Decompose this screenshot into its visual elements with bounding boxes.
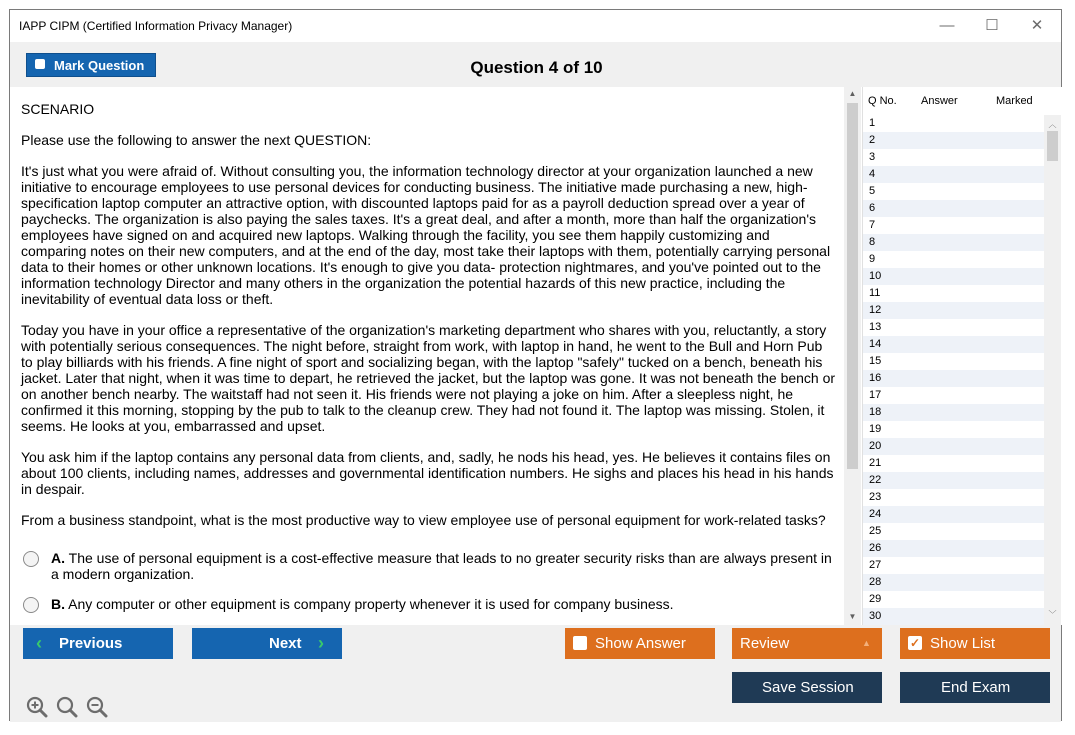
radio-button-a[interactable] — [23, 551, 39, 567]
question-list-row[interactable]: 26 — [863, 540, 1044, 557]
question-list-row[interactable]: 27 — [869, 559, 882, 571]
scenario-paragraph: You ask him if the laptop contains any personal data from clients, and, sadly, he nods his head, yes. He believes it contains files on about 100 clients, including names, addresses and governmental identification numbers. He sighs and places his head in his hands in despair. — [21, 449, 834, 497]
show-answer-label: Show Answer — [595, 635, 686, 652]
list-scroll-up-icon[interactable]: ︿ — [1048, 120, 1057, 129]
zoom-out-icon[interactable] — [86, 696, 108, 718]
question-list-row[interactable]: 23 — [869, 491, 882, 503]
scroll-down-icon[interactable]: ▼ — [848, 612, 857, 621]
question-header — [10, 42, 1061, 87]
maximize-button[interactable]: ☐ — [985, 17, 999, 34]
option-text: Any computer or other equipment is company property whenever it is used for company business. — [68, 596, 674, 612]
question-list-row[interactable]: 15 — [869, 355, 882, 367]
question-list-row[interactable]: 24 — [863, 506, 1044, 523]
question-list-row[interactable]: 11 — [869, 287, 881, 299]
question-list-row[interactable]: 7 — [869, 219, 876, 231]
question-list-row[interactable]: 17 — [869, 389, 882, 401]
show-answer-button[interactable] — [565, 628, 715, 659]
mark-question-label: Mark Question — [54, 58, 145, 73]
question-list-row[interactable]: 10 — [863, 268, 1044, 285]
question-list-row[interactable]: 1 — [869, 117, 876, 129]
question-pane[interactable] — [10, 87, 844, 625]
end-exam-button[interactable] — [900, 672, 1050, 703]
question-list-header — [863, 87, 1062, 114]
title-bar — [10, 10, 1061, 42]
option-text: The use of personal equipment is a cost-effective measure that leads to no greater security risks than are always present in a modern organization. — [51, 550, 832, 582]
option-letter: A. — [51, 550, 65, 566]
question-text: From a business standpoint, what is the most productive way to view employee use of personal equipment for work-related tasks? — [21, 512, 826, 528]
question-list-row[interactable]: 28 — [863, 574, 1044, 591]
chevron-left-icon: ‹ — [36, 633, 42, 653]
question-list-rows — [863, 115, 1044, 625]
app-window — [9, 9, 1062, 721]
question-list-row[interactable]: 29 — [869, 593, 882, 605]
list-scroll-thumb[interactable] — [1047, 131, 1058, 161]
question-list-row[interactable]: 2 — [863, 132, 1044, 149]
question-scrollbar[interactable] — [844, 87, 861, 625]
question-list-row[interactable]: 19 — [869, 423, 882, 435]
column-header-qno[interactable]: Q No. — [868, 95, 897, 107]
instruction-text: Please use the following to answer the next QUESTION: — [21, 132, 372, 148]
next-button[interactable] — [192, 628, 342, 659]
question-list-row[interactable]: 6 — [863, 200, 1044, 217]
bottom-toolbar — [10, 625, 1061, 722]
save-session-label: Save Session — [762, 679, 854, 696]
question-list-row[interactable]: 14 — [863, 336, 1044, 353]
dropdown-arrow-icon: ▲ — [862, 638, 871, 648]
zoom-in-icon[interactable] — [26, 696, 48, 718]
minimize-button[interactable]: — — [939, 17, 955, 34]
question-list-row[interactable]: 5 — [869, 185, 876, 197]
answer-option-b[interactable] — [21, 596, 836, 612]
save-session-button[interactable] — [732, 672, 882, 703]
close-button[interactable]: ✕ — [1030, 17, 1044, 34]
question-list-row[interactable]: 18 — [863, 404, 1044, 421]
show-list-label: Show List — [930, 635, 996, 652]
zoom-reset-icon[interactable] — [56, 696, 78, 718]
review-dropdown[interactable] — [732, 628, 882, 659]
show-list-checkmark-icon: ✓ — [909, 636, 921, 650]
scroll-up-icon[interactable]: ▲ — [848, 89, 857, 98]
list-scroll-down-icon[interactable]: ﹀ — [1048, 610, 1057, 619]
answer-option-a[interactable] — [21, 550, 836, 582]
scenario-heading: SCENARIO — [21, 101, 95, 117]
question-list-row[interactable]: 21 — [869, 457, 882, 469]
chevron-right-icon: › — [318, 633, 324, 653]
scenario-paragraph: Today you have in your office a representative of the organization's marketing department who shares with you, reluctantly, a story with potentially serious consequences. The night before, straight from work, with laptop in hand, he went to the Bull and Horn Pub to play billiards with his friends. A fine night of sport and socializing began, with the laptop "safely" tucked on a bench, beneath his jacket. Later that night, when it was time to depart, he retrieved the jacket, but the laptop was gone. It was not beneath the bench or on another bench nearby. The waitstaff had not seen it. His friends were not playing a joke on him. After a sleepless night, he confirmed it this morning, stopping by the pub to talk to the cleanup crew. They had not found it. The laptop was missing. Stolen, it seems. He looks at you, embarrassed and upset. — [21, 322, 836, 434]
column-header-answer[interactable]: Answer — [921, 95, 958, 107]
previous-button[interactable] — [23, 628, 173, 659]
question-list-row[interactable]: 22 — [863, 472, 1044, 489]
scroll-thumb[interactable] — [847, 103, 858, 469]
previous-label: Previous — [59, 635, 123, 652]
question-counter: Question 4 of 10 — [470, 58, 603, 77]
question-list-row[interactable]: 25 — [869, 525, 882, 537]
question-list-row[interactable]: 8 — [863, 234, 1044, 251]
question-list-panel — [862, 87, 1062, 625]
review-label: Review — [740, 635, 790, 652]
radio-button-b[interactable] — [23, 597, 39, 613]
question-list-row[interactable]: 3 — [869, 151, 876, 163]
question-list-row[interactable]: 20 — [863, 438, 1044, 455]
question-list-row[interactable]: 13 — [869, 321, 882, 333]
scenario-paragraph: It's just what you were afraid of. Without consulting you, the information technology director at your organization launched a new initiative to encourage employees to use personal devices for conducting business. The initiative made purchasing a new, high-specification laptop computer an attractive option, with discounted laptops paid for as a payroll deduction spread over a year of paychecks. The organization is also paying the sales taxes. It's a great deal, and after a month, more than half the organization's employees have signed on and acquired new laptops. Walking through the facility, you see them happily customizing and comparing notes on their new computers, and at the end of the day, most take their laptops with them, potentially carrying personal data to their homes or other unknown locations. It's enough to give you data- protection nightmares, and you've pointed out to the information technology Director and many others in the organization the potential hazards of this new practice, including the inevitability of eventual data loss or theft. — [21, 163, 831, 307]
show-answer-checkbox-icon — [573, 636, 587, 650]
column-header-marked[interactable]: Marked — [996, 95, 1033, 107]
list-scrollbar[interactable] — [1044, 115, 1061, 625]
show-list-button[interactable] — [900, 628, 1050, 659]
question-list-row[interactable]: 16 — [863, 370, 1044, 387]
window-title: IAPP CIPM (Certified Information Privacy Manager) — [19, 19, 293, 33]
end-exam-label: End Exam — [941, 679, 1011, 696]
question-list-row[interactable]: 30 — [863, 608, 1044, 625]
question-list-row[interactable]: 9 — [869, 253, 876, 265]
question-list-row[interactable]: 4 — [863, 166, 1044, 183]
next-label: Next — [269, 635, 302, 652]
option-letter: B. — [51, 596, 65, 612]
question-list-row[interactable]: 12 — [863, 302, 1044, 319]
